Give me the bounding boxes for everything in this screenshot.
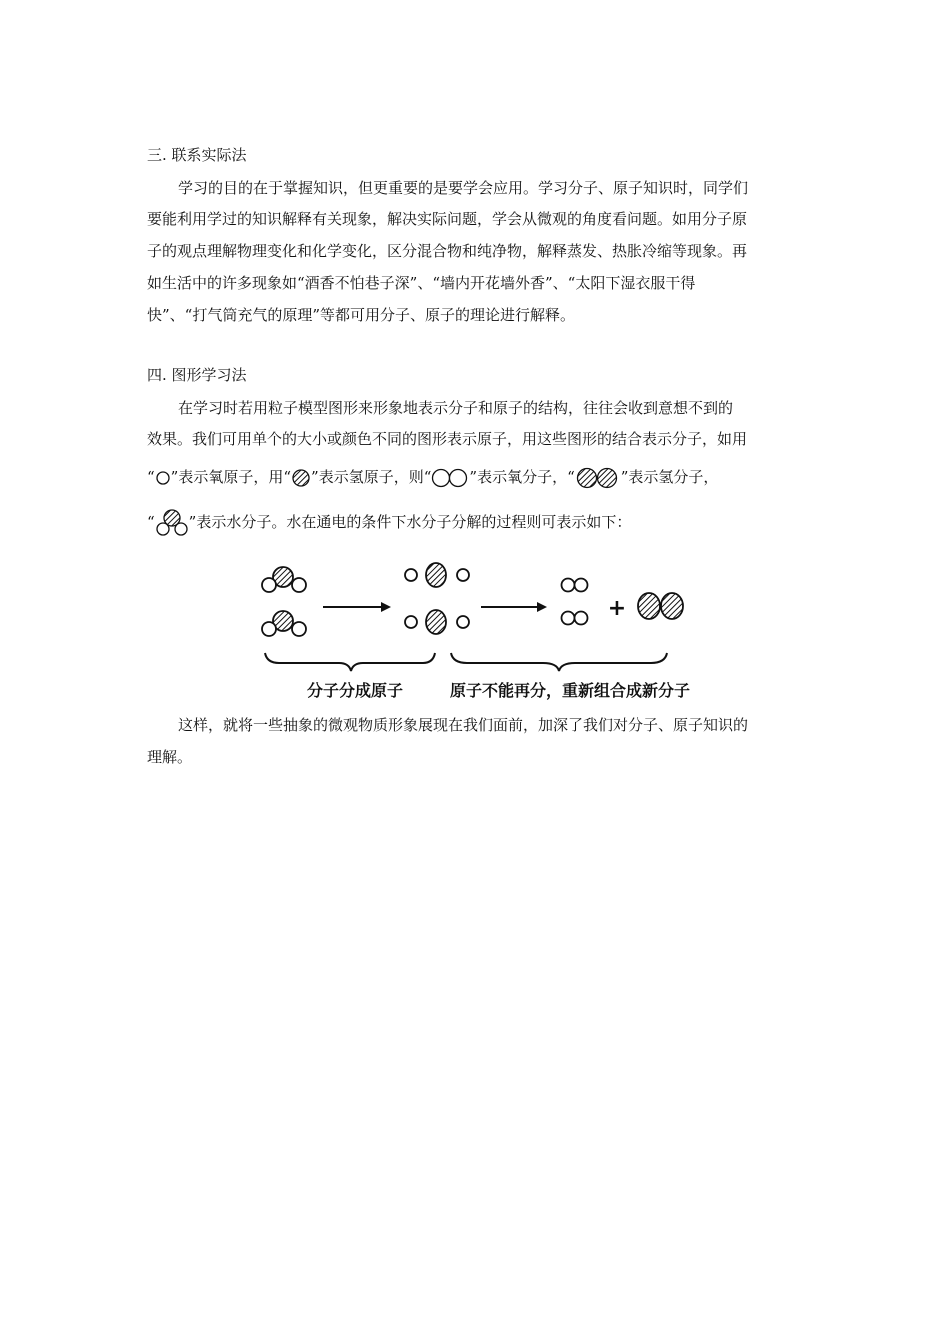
section3-line-2: 要能利用学过的知识解释有关现象，解决实际问题，学会从微观的角度看问题。如用分子原 (147, 210, 748, 228)
caption-right: 原子不能再分，重新组合成新分子 (449, 681, 691, 700)
legend-line-1: “ ”表示氧原子，用“ ”表示氢原子，则“ ”表示氧分子，“ ”表示氢分子， (147, 466, 718, 489)
water-molecule-top (262, 567, 306, 592)
oxygen-atom-icon (155, 470, 171, 486)
legend-oxygen-atom-text: 表示氧原子，用 (178, 468, 284, 486)
oxygen-molecule-icon (431, 468, 469, 488)
closing-line-1: 这样，就将一些抽象的微观物质形象展现在我们面前，加深了我们对分子、原子知识的 (178, 716, 749, 734)
arrow-1-icon (323, 602, 391, 612)
legend-hydrogen-molecule-text: 表示氢分子， (628, 468, 719, 486)
closing-line-2: 理解。 (147, 748, 193, 766)
water-molecule-bottom (262, 611, 306, 636)
section3-line-5: 快”、“打气筒充气的原理”等都可用分子、原子的理论进行解释。 (147, 306, 576, 324)
hydrogen-atom-icon (291, 468, 311, 488)
section3-line-3: 子的观点理解物理变化和化学变化，区分混合物和纯净物，解释蒸发、热胀冷缩等现象。再 (147, 242, 748, 260)
legend-water-molecule-text: 表示水分子。水在通电的条件下水分子分解的过程则可表示如下： (196, 513, 632, 531)
section3-line-1: 学习的目的在于掌握知识，但更重要的是要学会应用。学习分子、原子知识时，同学们 (178, 179, 749, 197)
water-molecule-icon (155, 508, 189, 538)
hydrogen-molecule-icon (575, 467, 621, 489)
oxygen-molecules (562, 579, 588, 625)
section4-line-2: 效果。我们可用单个的大小或颜色不同的图形表示原子，用这些图形的结合表示分子，如用 (147, 430, 748, 448)
section3-heading: 三. 联系实际法 (147, 146, 247, 164)
legend-line-2: “ ”表示水分子。水在通电的条件下水分子分解的过程则可表示如下： (147, 508, 631, 538)
section4-line-1: 在学习时若用粒子模型图形来形象地表示分子和原子的结构，往往会收到意想不到的 (178, 399, 734, 417)
brace-right (451, 653, 667, 671)
section3-line-4: 如生活中的许多现象如“酒香不怕巷子深”、“墙内开花墙外香”、“太阳下湿衣服干得 (147, 274, 696, 292)
section4-heading: 四. 图形学习法 (147, 366, 247, 384)
brace-left (265, 653, 435, 671)
electrolysis-diagram (255, 555, 715, 705)
separated-atoms (405, 563, 469, 634)
plus-sign: + (607, 596, 627, 621)
arrow-2-icon (481, 602, 547, 612)
caption-left: 分子分成原子 (306, 681, 404, 700)
legend-hydrogen-atom-text: 表示氢原子，则 (318, 468, 424, 486)
hydrogen-molecule (638, 593, 683, 619)
legend-oxygen-molecule-text: 表示氧分子， (477, 468, 568, 486)
